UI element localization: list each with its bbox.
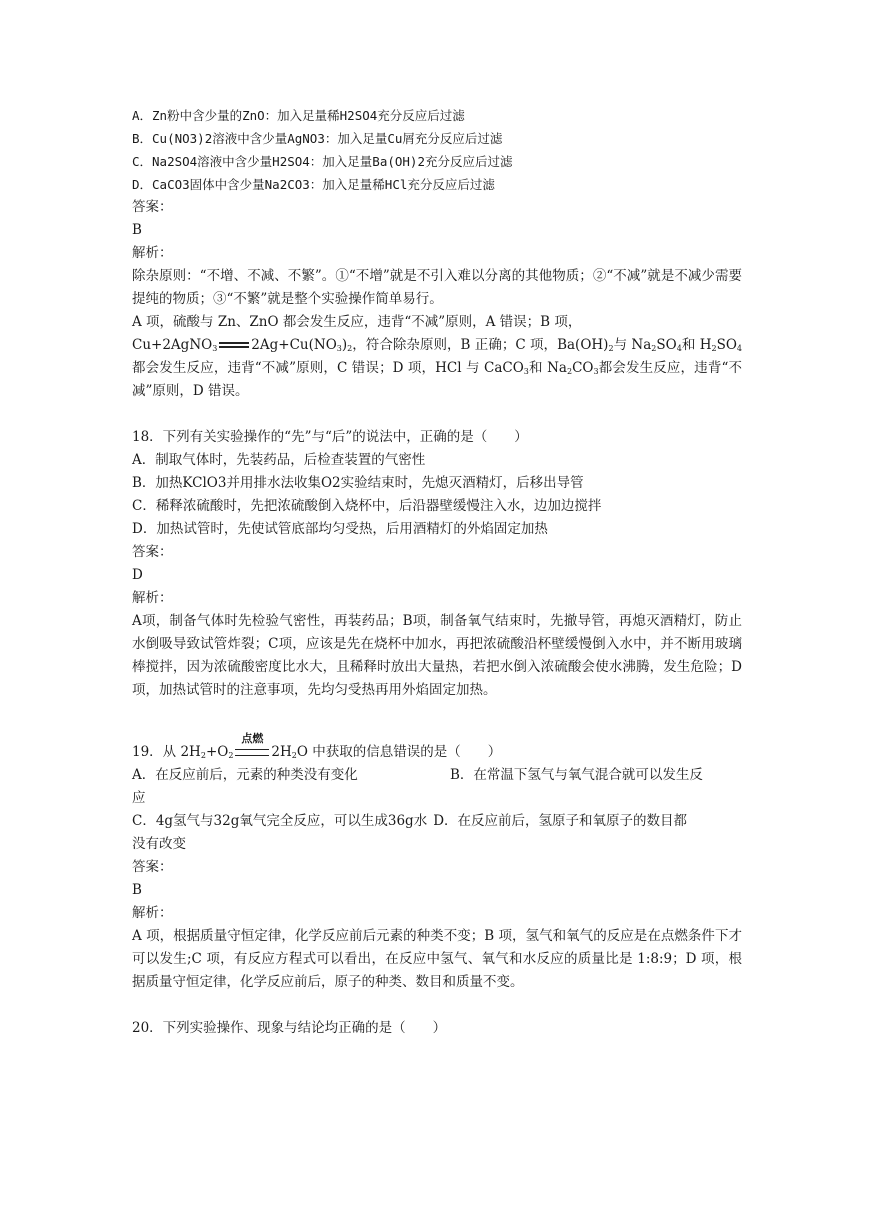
- q17-analysis-line: A 项，硫酸与 Zn、ZnO 都会发生反应，违背“不减”原则，A 错误；B 项，: [132, 314, 582, 330]
- q20-block: [132, 1017, 742, 1040]
- q18-stem: 18．下列有关实验操作的“先”与“后”的说法中，正确的是（ ）: [132, 429, 528, 445]
- q17-answer-label: 答案：: [132, 199, 173, 215]
- q17-option-d: D．CaCO3固体中含少量Na2CO3：加入足量稀HCl充分反应后过滤: [132, 177, 495, 192]
- reaction-condition-icon: [233, 732, 271, 759]
- q17-analysis-equation-paragraph: Cu+2AgNO$_3$ $2Ag+Cu(NO_3)_2$，符合除杂原则，B 正确；C 项，$Ba(OH)_2$与 $Na_2SO_4$和 $H_2SO_4$都会发生反应，违背“不减”原则，C 错误；D 项，HCl 与 CaCO$_3$和 $Na_2CO_3$都会发生反应，违背“不减”原则，D 错误。: [132, 337, 742, 399]
- q19-option-b: B．在常温下氢气与氧气混合就可以发生反: [450, 767, 703, 783]
- q17-analysis-principle: 除杂原则：“不增、不减、不繁”。①“不增”就是不引入难以分离的其他物质；②“不减”就是不减少需要提纯的物质；③“不繁”就是整个实验操作简单易行。: [132, 268, 742, 307]
- q19-analysis: A 项，根据质量守恒定律，化学反应前后元素的种类不变；B 项，氢气和氧气的反应是在点燃条件下才可以发生;C 项，有反应方程式可以看出，在反应中氢气、氧气和水反应的质量比是 1:8:9；D 项，根据质量守恒定律，化学反应前后，原子的种类、数目和质量不变。: [132, 928, 742, 990]
- q19-stem: 19．从 $2H_2+O_2$ 点燃 $2H_2O$ 中获取的信息错误的是（ ）: [132, 732, 502, 760]
- q19-answer-label: 答案：: [132, 859, 173, 875]
- q17-option-a: A．Zn粉中含少量的ZnO：加入足量稀H2SO4充分反应后过滤: [132, 108, 465, 123]
- equation-right: 2Ag+Cu(NO: [251, 337, 337, 353]
- q19-option-c: C．4g氢气与32g氧气完全反应，可以生成36g水: [132, 813, 428, 829]
- q18-option-c: C．稀释浓硫酸时，先把浓硫酸倒入烧杯中，后沿器壁缓慢注入水，边加边搅拌: [132, 498, 602, 514]
- q17-answer: B: [132, 222, 142, 238]
- q17-block: [132, 104, 742, 403]
- q19-analysis-label: 解析：: [132, 905, 173, 921]
- q19-answer: B: [132, 882, 142, 898]
- reaction-condition: 点燃: [241, 732, 264, 745]
- q18-answer-label: 答案：: [132, 544, 173, 560]
- q18-option-d: D．加热试管时，先使试管底部均匀受热，后用酒精灯的外焰固定加热: [132, 521, 548, 537]
- q19-option-d-cont: 没有改变: [132, 836, 186, 852]
- q19-option-a: A．在反应前后，元素的种类没有变化: [132, 767, 358, 783]
- equation-left: Cu+2AgNO: [132, 337, 213, 353]
- q19-option-d: D．在反应前后，氢原子和氧原子的数目都: [433, 813, 688, 829]
- q17-option-b: B．Cu(NO3)2溶液中含少量AgNO3：加入足量Cu屑充分反应后过滤: [132, 131, 503, 146]
- q18-option-b: B．加热KClO3并用排水法收集O2实验结束时，先熄灭酒精灯，后移出导管: [132, 475, 584, 491]
- q17-option-c: C．Na2SO4溶液中含少量H2SO4：加入足量Ba(OH)2充分反应后过滤: [132, 154, 513, 169]
- q18-block: [132, 426, 742, 702]
- q20-stem: 20．下列实验操作、现象与结论均正确的是（ ）: [132, 1020, 447, 1036]
- q19-option-b-cont: 应: [132, 790, 146, 806]
- q18-answer: D: [132, 567, 143, 583]
- q18-analysis: A项，制备气体时先检验气密性，再装药品；B项，制备氧气结束时，先撤导管，再熄灭酒精灯，防止水倒吸导致试管炸裂；C项，应该是先在烧杯中加水，再把浓硫酸沿杯壁缓慢倒入水中，并不断用玻璃棒搅拌，因为浓硫酸密度比水大，且稀释时放出大量热，若把水倒入浓硫酸会使水沸腾，发生危险；D项，加热试管时的注意事项，先均匀受热再用外焰固定加热。: [132, 613, 742, 698]
- q18-analysis-label: 解析：: [132, 590, 173, 606]
- q19-block: [132, 732, 742, 994]
- q18-option-a: A．制取气体时，先装药品，后检查装置的气密性: [132, 452, 426, 468]
- q17-analysis-label: 解析：: [132, 245, 173, 261]
- document-page: [132, 104, 742, 1040]
- equals-sign-icon: [217, 337, 251, 351]
